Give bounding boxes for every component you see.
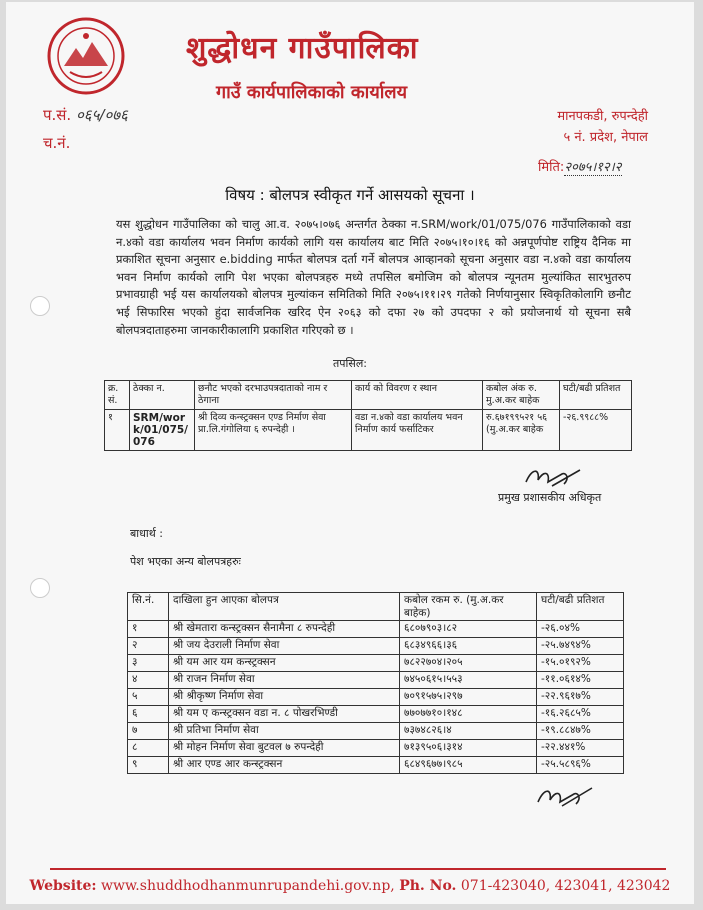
table-row <box>128 672 624 689</box>
header-cell: कबोल रकम रु. (मु.अ.कर बाहेक) <box>400 593 537 621</box>
signature-mark <box>522 464 584 490</box>
website-label: Website: <box>29 878 97 894</box>
subject-line: विषय : बोलपत्र स्वीकृत गर्ने आसयको सूचना । <box>225 186 475 204</box>
phone-numbers: 071-423040, 423041, 423042 <box>460 878 671 894</box>
table-cell: ३ <box>128 655 169 672</box>
table-cell: ६८३४९६६।३६ <box>400 638 537 655</box>
municipality-emblem-logo <box>46 16 126 96</box>
reference-number <box>43 105 128 125</box>
note-label: बाधार्थ : <box>130 527 163 540</box>
table-header-row <box>128 593 624 621</box>
table-cell: श्री मोहन निर्माण सेवा बुटवल ७ रुपन्देही <box>169 740 400 757</box>
table-row <box>128 621 624 638</box>
table-cell: २ <box>128 638 169 655</box>
punch-hole <box>30 578 50 598</box>
table-cell: श्री जय देउराली निर्माण सेवा <box>169 638 400 655</box>
header-cell: घटी/बढी प्रतिशत <box>560 381 632 410</box>
header-cell: कार्य को विवरण र स्थान <box>352 381 483 410</box>
date-label: मिति: <box>538 160 565 175</box>
table-cell: ७३७४८२६।४ <box>400 723 537 740</box>
header-cell: दाखिला हुन आएका बोलपत्र <box>169 593 400 621</box>
table-cell: -२६.०४% <box>537 621 624 638</box>
table-row <box>128 689 624 706</box>
table-cell: श्री खेमतारा कन्स्ट्रक्सन सैनामैना ८ रुपन्देही <box>169 621 400 638</box>
signatory-title: प्रमुख प्रशासकीय अधिकृत <box>498 491 602 504</box>
table-cell: श्री प्रतिभा निर्माण सेवा <box>169 723 400 740</box>
municipality-title: शुद्धोधन गाउँपालिका <box>186 31 419 66</box>
header-cell: क्र. सं. <box>105 381 130 410</box>
letter-page <box>6 2 694 904</box>
phone-label: Ph. No. <box>399 878 457 894</box>
date-value: २०७५।१२।२ <box>564 160 622 175</box>
table-cell: -११.०६१४% <box>537 672 624 689</box>
table-cell: श्री श्रीकृष्ण निर्माण सेवा <box>169 689 400 706</box>
table-cell: ७ <box>128 723 169 740</box>
address-line-1: मानपकडी, रुपन्देही <box>557 109 648 124</box>
details-label: तपसिल: <box>333 357 367 370</box>
footer-contact <box>6 878 694 894</box>
table-cell: -१६.२६८५% <box>537 706 624 723</box>
table-cell: -२२.४४१% <box>537 740 624 757</box>
table-row <box>128 655 624 672</box>
other-bids-label: पेश भएका अन्य बोलपत्रहरुः <box>130 555 241 568</box>
punch-hole <box>30 296 50 316</box>
table-cell: श्री राजन निर्माण सेवा <box>169 672 400 689</box>
table-cell: ७७०७७१०।१४८ <box>400 706 537 723</box>
header-cell: छनौट भएको दरभाउपत्रदाताको नाम र ठेगाना <box>195 381 352 410</box>
table-cell: ७१३९५०६।३१४ <box>400 740 537 757</box>
other-bids-table <box>127 592 624 774</box>
table-cell: श्री यम ए कन्स्ट्रक्सन वडा न. ८ पोखरभिण्डी <box>169 706 400 723</box>
letter-date <box>538 157 622 175</box>
website-link[interactable]: www.shuddhodhanmunrupandehi.gov.np, <box>101 878 395 894</box>
table-cell: ४ <box>128 672 169 689</box>
table-cell: -२५.५८९६% <box>537 757 624 774</box>
table-cell: ९ <box>128 757 169 774</box>
office-subtitle: गाउँ कार्यपालिकाको कार्यालय <box>216 82 408 103</box>
table-cell: ६८४९६७७।९८५ <box>400 757 537 774</box>
selected-bid-table <box>104 380 632 451</box>
table-row <box>128 740 624 757</box>
notice-body-text: यस शुद्धोधन गाउँपालिका को चालु आ.व. २०७५।०७६ अन्तर्गत ठेक्का न.SRM/work/01/075/076 गाउँपालिकाको वडा न.४को वडा कार्यालय भवन निर्माण कार्यको लागि यस कार्यालय बाट मिति २०७५।१०।१६ को अन्नपूर्णपोष्ट राष्ट्रिय दैनिक मा प्रकाशित सूचना अनुसार e.bidding मार्फत बोलपत्र दर्ता गर्ने बोलपत्र आव्हानको सूचना अनुसार वडा न.४को वडा कार्यालय भवन निर्माण कार्यको लागि पेश भएका बोलपत्रहरु मध्ये तपसिल बमोजिम को बोलपत्र न्यूनतम मुल्यांकित सारभुतरुप प्रभावग्राही भई यस कार्यालयको बोलपत्र मुल्यांकन समितिको मिति २०७५।११।२९ गतेको निर्णयानुसार स्विकृतिकोलागि छनौट भई सिफारिस भएको हुंदा सार्वजनिक खरिद ऐन २०६३ को दफा २७ को उपदफा २ को प्रयोजनार्थ यो सूचना सबै बोलपत्रदाताहरुमा जानकारीकालागि प्रकाशित गरिएको छ । <box>116 217 631 337</box>
header-cell: घटी/बढी प्रतिशत <box>537 593 624 621</box>
table-row <box>128 638 624 655</box>
header-cell: सि.नं. <box>128 593 169 621</box>
ref-label: प.सं. <box>43 106 72 124</box>
header-cell: ठेक्का न. <box>130 381 195 410</box>
table-row <box>105 410 632 451</box>
table-cell: रु.६७१९९५२१ ५६ (मु.अ.कर बाहेक <box>483 410 560 451</box>
header-cell: कबोल अंक रु. मु.अ.कर बाहेक <box>483 381 560 410</box>
table-row <box>128 757 624 774</box>
table-cell: -२२.९६१७% <box>537 689 624 706</box>
table-cell: वडा न.४को वडा कार्यालय भवन निर्माण कार्य फर्साटिकर <box>352 410 483 451</box>
ref-value: ०६५/०७६ <box>75 106 128 124</box>
table-cell: १ <box>105 410 130 451</box>
table-cell: श्री दिव्य कन्स्ट्रक्सन एण्ड निर्माण सेवा प्रा.लि.गंगोलिया ६ रुपन्देही । <box>195 410 352 451</box>
table-cell: -२६.९९८८% <box>560 410 632 451</box>
table-cell: ६८०७९०३।८२ <box>400 621 537 638</box>
table-cell: श्री यम आर यम कन्स्ट्रक्सन <box>169 655 400 672</box>
dispatch-number-label: च.नं. <box>43 134 71 152</box>
address-line-2: ५ नं. प्रदेश, नेपाल <box>563 130 648 145</box>
table-cell: ७०९१५७५।२९७ <box>400 689 537 706</box>
table-cell: -१५.०१९२% <box>537 655 624 672</box>
table-row <box>128 723 624 740</box>
table-cell: श्री आर एण्ड आर कन्स्ट्रक्सन <box>169 757 400 774</box>
signature-mark <box>534 782 596 808</box>
table-row <box>128 706 624 723</box>
table-cell: ६ <box>128 706 169 723</box>
footer-divider <box>50 868 666 870</box>
table-cell: -२५.७४९४% <box>537 638 624 655</box>
table-cell: ७४५०६१५।५५३ <box>400 672 537 689</box>
contract-number-cell: SRM/work/01/075/076 <box>130 410 195 451</box>
table-cell: ८ <box>128 740 169 757</box>
table-cell: ५ <box>128 689 169 706</box>
table-header-row <box>105 381 632 410</box>
table-cell: ७८२२७०४।२०५ <box>400 655 537 672</box>
table-cell: -१९.८८४७% <box>537 723 624 740</box>
table-cell: १ <box>128 621 169 638</box>
